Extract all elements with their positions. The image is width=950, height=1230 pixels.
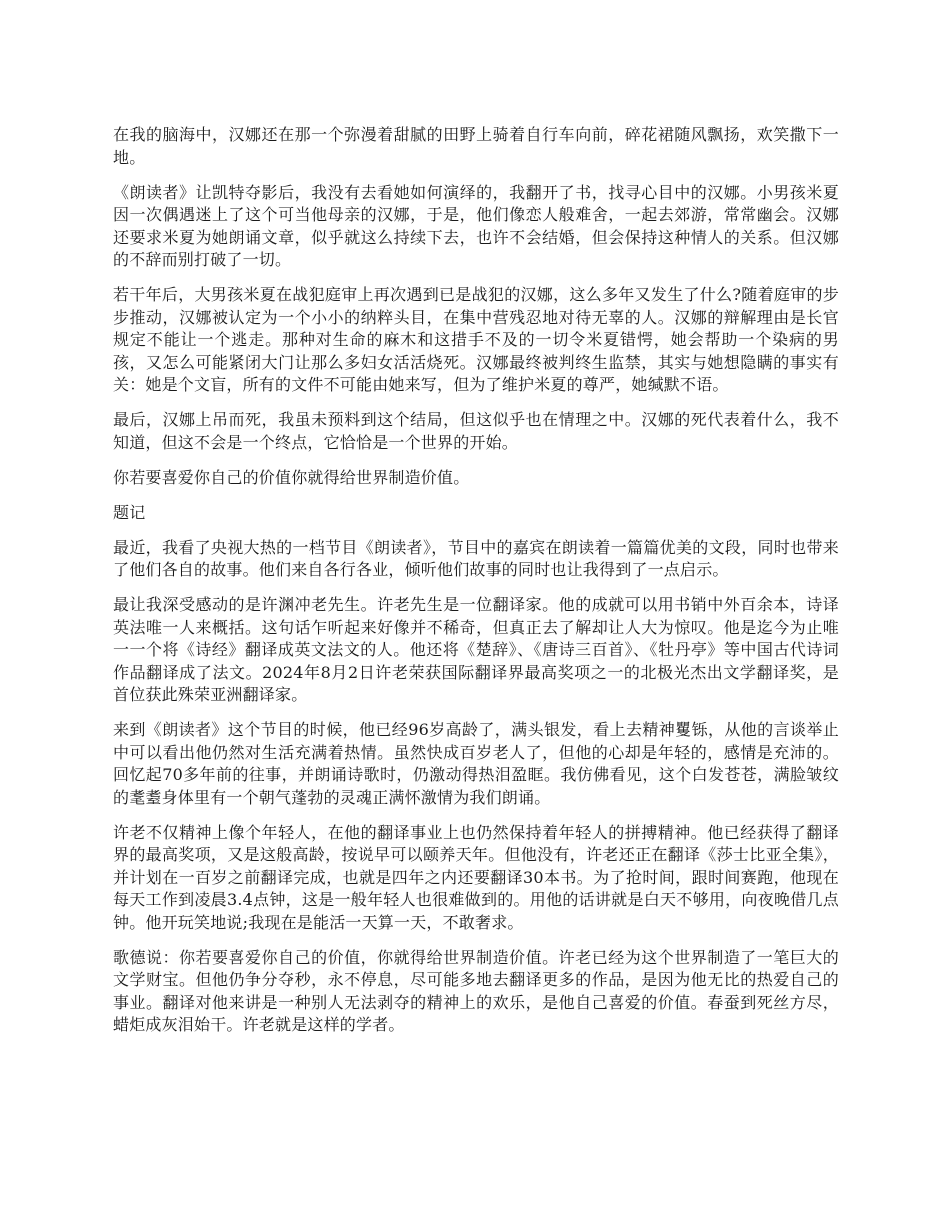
- paragraph-1: 在我的脑海中，汉娜还在那一个弥漫着甜腻的田野上骑着自行车向前，碎花裙随风飘扬，欢笑撒下一地。: [113, 125, 839, 167]
- paragraph-3: 若干年后，大男孩米夏在战犯庭审上再次遇到已是战犯的汉娜，这么多年又发生了什么?随着庭审的步步推动，汉娜被认定为一个小小的纳粹头目，在集中营残忍地对待无辜的人。汉娜的辩解理由是长官规定不能让一个逃走。那种对生命的麻木和这措手不及的一切令米夏错愕，她会帮助一个染病的男孩，又怎么可能紧闭大门让那么多妇女活活烧死。汉娜最终被判终生监禁，其实与她想隐瞒的事实有关：她是个文盲，所有的文件不可能由她来写，但为了维护米夏的尊严，她缄默不语。: [113, 285, 839, 394]
- paragraph-4: 最后，汉娜上吊而死，我虽未预料到这个结局，但这似乎也在情理之中。汉娜的死代表着什么，我不知道，但这不会是一个终点，它恰恰是一个世界的开始。: [113, 410, 839, 452]
- document-body: [113, 124, 839, 1049]
- paragraph-9: 来到《朗读者》这个节目的时候，他已经96岁高龄了，满头银发，看上去精神矍铄，从他的言谈举止中可以看出他仍然对生活充满着热情。虽然快成百岁老人了，但他的心却是年轻的，感情是充沛的。回忆起70多年前的往事，并朗诵诗歌时，仍激动得热泪盈眶。我仿佛看见，这个白发苍苍，满脸皱纹的耄耋身体里有一个朝气蓬勃的灵魂正满怀激情为我们朗诵。: [113, 720, 839, 807]
- paragraph-2: 《朗读者》让凯特夺影后，我没有去看她如何演绎的，我翻开了书，找寻心目中的汉娜。小男孩米夏因一次偶遇迷上了这个可当他母亲的汉娜，于是，他们像恋人般难舍，一起去郊游，常常幽会。汉娜还要求米夏为她朗诵文章，似乎就这么持续下去，也许不会结婚，但会保持这种情人的关系。但汉娜的不辞而别打破了一切。: [113, 182, 839, 269]
- paragraph-5: 你若要喜爱你自己的价值你就得给世界制造价值。: [113, 467, 470, 487]
- paragraph-6: 题记: [113, 502, 146, 522]
- paragraph-11: 歌德说：你若要喜爱你自己的价值，你就得给世界制造价值。许老已经为这个世界制造了一笔巨大的文学财宝。但他仍争分夺秒，永不停息，尽可能多地去翻译更多的作品，是因为他无比的热爱自己的事业。翻译对他来讲是一种别人无法剥夺的精神上的欢乐，是他自己喜爱的价值。春蚕到死丝方尽，蜡炬成灰泪始干。许老就是这样的学者。: [113, 947, 839, 1034]
- paragraph-10: 许老不仅精神上像个年轻人，在他的翻译事业上也仍然保持着年轻人的拼搏精神。他已经获得了翻译界的最高奖项，又是这般高龄，按说早可以颐养天年。但他没有，许老还正在翻译《莎士比亚全集》，并计划在一百岁之前翻译完成，也就是四年之内还要翻译30本书。为了抢时间，跟时间赛跑，他现在每天工作到凌晨3.4点钟，这是一般年轻人也很难做到的。用他的话讲就是白天不够用，向夜晚借几点钟。他开玩笑地说;我现在是能活一天算一天，不敢奢求。: [113, 822, 839, 932]
- paragraph-7: 最近，我看了央视大热的一档节目《朗读者》，节目中的嘉宾在朗读着一篇篇优美的文段，同时也带来了他们各自的故事。他们来自各行各业，倾听他们故事的同时也让我得到了一点启示。: [113, 537, 839, 579]
- paragraph-8: 最让我深受感动的是许渊冲老先生。许老先生是一位翻译家。他的成就可以用书销中外百余本，诗译英法唯一人来概括。这句话乍听起来好像并不稀奇，但真正去了解却让人大为惊叹。他是迄今为止唯一一个将《诗经》翻译成英文法文的人。他还将《楚辞》、《唐诗三百首》、《牡丹亭》等中国古代诗词作品翻译成了法文。2024年8月2日许老荣获国际翻译界最高奖项之一的北极光杰出文学翻译奖，是首位获此殊荣亚洲翻译家。: [113, 595, 839, 704]
